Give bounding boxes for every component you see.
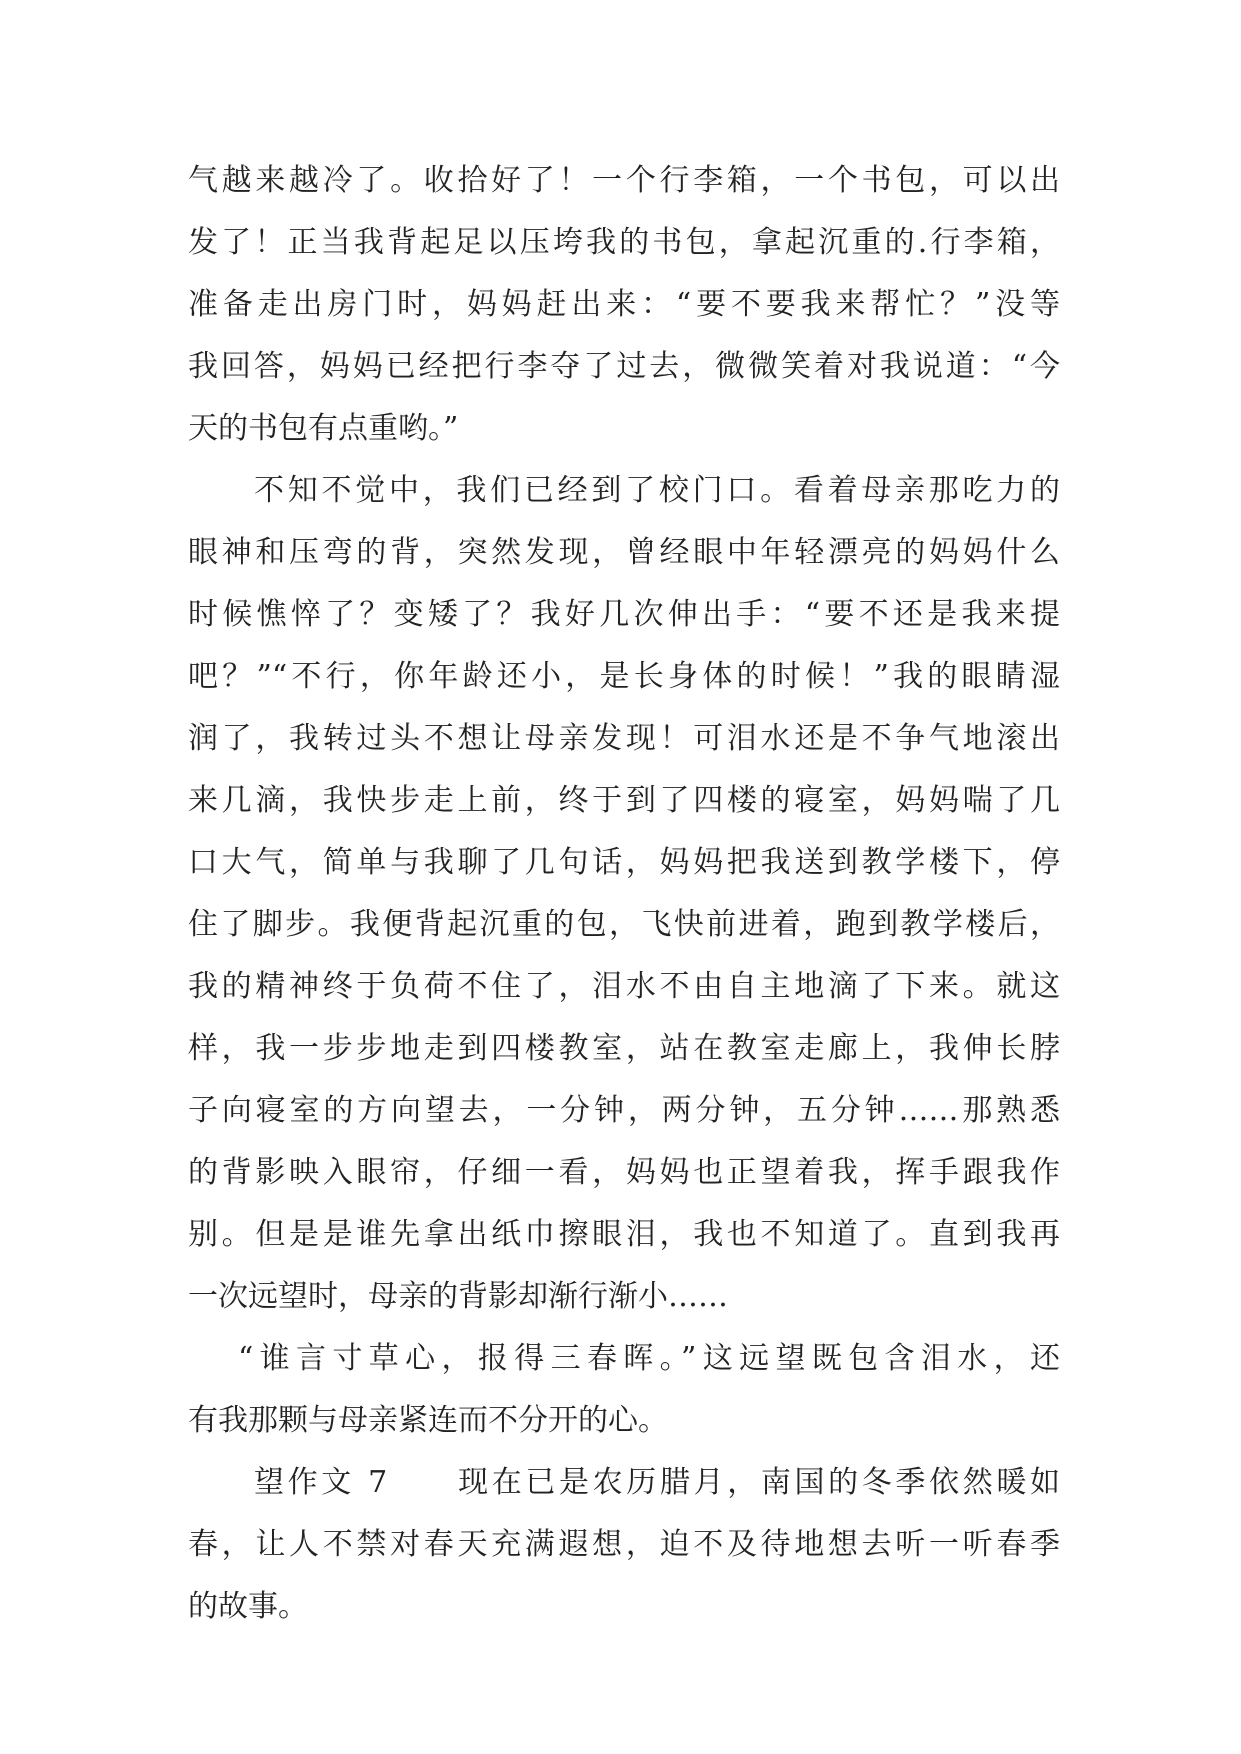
- text-line: 子向寝室的方向望去，一分钟，两分钟，五分钟……那熟悉: [188, 1093, 1060, 1128]
- paragraph-start-line: 望作文 7 现在已是农历腊月，南国的冬季依然暖如: [254, 1465, 1060, 1500]
- text-line: 吧？”“不行，你年龄还小，是长身体的时候！”我的眼睛湿: [188, 659, 1060, 694]
- text-line: 一次远望时，母亲的背影却渐行渐小……: [188, 1279, 728, 1314]
- text-line: 时候憔悴了？变矮了？我好几次伸出手：“要不还是我来提: [188, 597, 1060, 632]
- text-line: 样，我一步步地走到四楼教室，站在教室走廊上，我伸长脖: [188, 1031, 1060, 1066]
- text-line: 口大气，简单与我聊了几句话，妈妈把我送到教学楼下，停: [188, 845, 1060, 880]
- text-line: 别。但是是谁先拿出纸巾擦眼泪，我也不知道了。直到我再: [188, 1217, 1060, 1252]
- text-line: 春，让人不禁对春天充满遐想，迫不及待地想去听一听春季: [188, 1527, 1060, 1562]
- text-line: 眼神和压弯的背，突然发现，曾经眼中年轻漂亮的妈妈什么: [188, 535, 1060, 570]
- text-line: 气越来越冷了。收拾好了！一个行李箱，一个书包，可以出: [188, 163, 1060, 198]
- text-line: 发了！正当我背起足以压垮我的书包，拿起沉重的.行李箱，: [188, 225, 1060, 260]
- text-line: 我回答，妈妈已经把行李夺了过去，微微笑着对我说道：“今: [188, 349, 1060, 384]
- text-line: 来几滴，我快步走上前，终于到了四楼的寝室，妈妈喘了几: [188, 783, 1060, 818]
- text-line: 准备走出房门时，妈妈赶出来：“要不要我来帮忙？”没等: [188, 287, 1060, 322]
- text-line: 的故事。: [188, 1589, 308, 1624]
- paragraph-start-line: 不知不觉中，我们已经到了校门口。看着母亲那吃力的: [254, 473, 1060, 508]
- text-line: 住了脚步。我便背起沉重的包，飞快前进着，跑到教学楼后，: [188, 907, 1060, 942]
- text-line: 天的书包有点重哟。”: [188, 411, 459, 446]
- text-line: 我的精神终于负荷不住了，泪水不由自主地滴了下来。就这: [188, 969, 1060, 1004]
- paragraph-start-line: “谁言寸草心，报得三春晖。”这远望既包含泪水，还: [238, 1341, 1060, 1376]
- text-line: 有我那颗与母亲紧连而不分开的心。: [188, 1403, 668, 1438]
- text-line: 润了，我转过头不想让母亲发现！可泪水还是不争气地滚出: [188, 721, 1060, 756]
- essay-body: [188, 150, 1060, 1638]
- text-line: 的背影映入眼帘，仔细一看，妈妈也正望着我，挥手跟我作: [188, 1155, 1060, 1190]
